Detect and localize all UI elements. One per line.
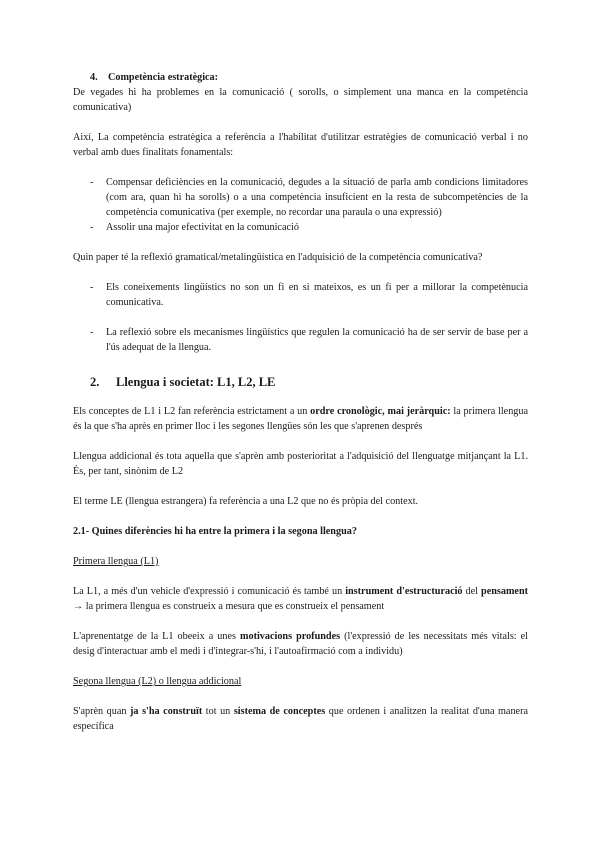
dash-marker: -: [90, 327, 94, 338]
list-item: - Compensar deficiències en la comunicació, degudes a la situació de parla amb condicions limitadores (com ara, quan hi ha sorolls) o a una competència insuficient en la resta de subcompetències de la competència comunicativa (per exemple, no recordar una paraula o una expressió): [90, 177, 528, 218]
l1-paragraph-1: La L1, a més d'un vehicle d'expressió i comunicació és també un instrument d'estructuració del pensament → la primera llengua es construeix a mesura que es construeix el pensament: [73, 586, 529, 612]
section-4-heading: [73, 70, 528, 85]
document-page: [73, 70, 528, 734]
l2-paragraph-1: S'aprèn quan ja s'ha construït tot un sistema de conceptes que ordenen i analitzen la realitat d'una manera específica: [73, 706, 528, 732]
list-item: - Assolir una major efectivitat en la comunicació: [90, 222, 299, 233]
section-2-paragraph-2: Llengua addicional és tota aquella que s'aprèn amb posterioritat a l'adquisició del llenguatge mitjançant la L1. És, per tant, sinònim de L2: [73, 451, 528, 477]
section-4-title: Competència estratègica:: [108, 72, 219, 83]
dash-marker: -: [90, 282, 94, 293]
question-paragraph: Quin paper té la reflexió gramatical/metalingüística en l'adquisició de la competència comunicativa?: [73, 252, 483, 263]
subsection-2-1-heading: 2.1- Quines diferències hi ha entre la primera i la segona llengua?: [73, 526, 357, 537]
dash-marker: -: [90, 177, 94, 188]
list-item: - Els coneixements lingüístics no son un fi en si mateixos, es un fi per a millorar la competènucia comunicativa.: [90, 282, 528, 308]
section-2-paragraph-1: Els conceptes de L1 i L2 fan referència estrictament a un ordre cronològic, mai jeràrquic: la primera llengua és la que s'ha après en primer lloc i les segones llengües són les que s'aprenen després: [73, 406, 528, 432]
section-2-paragraph-3: El terme LE (llengua estrangera) fa referència a una L2 que no és pròpia del context.: [73, 496, 419, 507]
reflection-list: [73, 280, 528, 355]
l1-heading: Primera llengua (L1): [73, 556, 159, 567]
strategy-list: [73, 175, 528, 235]
l2-heading: Segona llengua (L2) o llengua addicional: [73, 676, 242, 687]
section-4-paragraph-1: De vegades hi ha problemes en la comunicació ( sorolls, o simplement una manca en la competència comunicativa): [73, 87, 528, 113]
section-2-heading: [73, 375, 528, 390]
l1-paragraph-2: L'aprenentatge de la L1 obeeix a unes motivacions profundes (l'expressió de les necessitats més vitals: el desig d'interactuar amb el medi i d'integrar-s'hi, i l'autoafirmació com a individu): [73, 631, 529, 657]
list-item: - La reflexió sobre els mecanismes lingüístics que regulen la comunicació ha de ser servir de base per a l'ús adequat de la llengua.: [90, 327, 528, 353]
section-2-title: Llengua i societat: L1, L2, LE: [116, 375, 276, 389]
dash-marker: -: [90, 222, 94, 233]
section-4-paragraph-2: Així, La competència estratègica a referència a l'habilitat d'utilitzar estratègies de comunicació verbal i no verbal amb dues finalitats fonamentals:: [73, 132, 528, 158]
section-4-number: 4.: [90, 72, 98, 83]
section-2-number: 2.: [90, 375, 100, 389]
